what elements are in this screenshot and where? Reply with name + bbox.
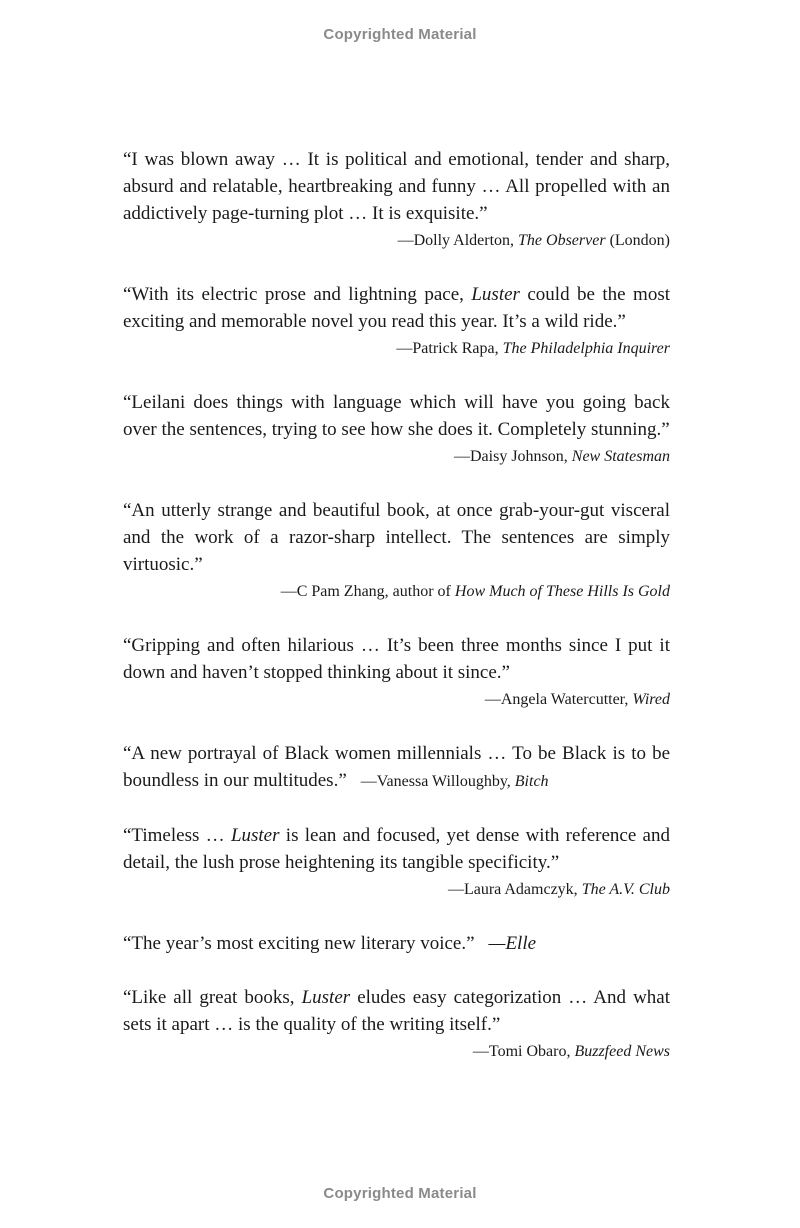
blurb-attribution: [123, 335, 670, 362]
attribution-name: —Dolly Alderton,: [397, 232, 519, 249]
blurb-attribution: [123, 578, 670, 605]
blurb-willoughby: [123, 740, 670, 795]
blurb-quote: “Gripping and often hilarious … It’s been three months since I put it down and haven’t stopped thinking about it since.”: [123, 635, 670, 683]
copyright-watermark-top: Copyrighted Material: [323, 26, 477, 43]
blurb-zhang: [123, 497, 670, 605]
blurb-quote: “Leilani does things with language which will have you going back over the sentences, trying to see how she does it. Completely stunning.”: [123, 392, 670, 440]
attribution-location: (London): [605, 232, 670, 249]
blurb-quote: “With its electric prose and lightning pace, Luster could be the most exciting and memorable novel you read this year. It’s a wild ride.”: [123, 284, 671, 332]
attribution-name: —Daisy Johnson,: [454, 448, 572, 465]
attribution-publication: The Observer: [518, 232, 606, 249]
attribution-publication: How Much of These Hills Is Gold: [454, 583, 670, 600]
attribution-name: —Angela Watercutter,: [484, 691, 633, 708]
book-title: Luster: [471, 284, 520, 305]
book-title: Luster: [301, 987, 351, 1008]
blurb-elle: [123, 930, 670, 957]
blurb-alderton: [123, 146, 670, 254]
blurb-adamczyk: [123, 822, 670, 903]
attribution-name: —C Pam Zhang, author of: [280, 583, 455, 600]
blurb-attribution: [123, 876, 670, 903]
blurb-obaro: [123, 984, 670, 1065]
blurb-watercutter: [123, 632, 670, 713]
blurb-attribution: [123, 1038, 670, 1065]
praise-blurbs: [123, 146, 670, 1092]
blurb-rapa: [123, 281, 670, 362]
copyright-watermark-bottom: Copyrighted Material: [323, 1185, 477, 1202]
attribution-publication: Bitch: [514, 773, 549, 790]
book-title: Luster: [230, 825, 280, 846]
attribution-name: —Tomi Obaro,: [472, 1043, 575, 1060]
attribution-publication: The Philadelphia Inquirer: [502, 340, 670, 357]
blurb-johnson: [123, 389, 670, 470]
blurb-quote: “Timeless … Luster is lean and focused, yet dense with reference and detail, the lush prose heightening its tangible specificity.”: [123, 825, 670, 873]
blurb-quote: “An utterly strange and beautiful book, at once grab-your-gut visceral and the work of a razor-sharp intellect. The sentences are simply virtuosic.”: [123, 500, 670, 575]
blurb-quote: “The year’s most exciting new literary voice.” —Elle: [123, 933, 537, 954]
attribution-name: —Laura Adamczyk,: [447, 881, 582, 898]
attribution-publication: New Statesman: [571, 448, 670, 465]
blurb-attribution: [361, 773, 549, 790]
attribution-name: —Vanessa Willoughby,: [360, 773, 515, 790]
attribution-publication: The A.V. Club: [581, 881, 670, 898]
blurb-quote: “I was blown away … It is political and emotional, tender and sharp, absurd and relatable, heartbreaking and funny … All propelled with an addictively page-turning plot … It is exquisite.”: [123, 149, 670, 224]
blurb-attribution: [123, 443, 670, 470]
attribution-name: —Patrick Rapa,: [396, 340, 503, 357]
blurb-attribution: [123, 686, 670, 713]
blurb-quote: “A new portrayal of Black women millennials … To be Black is to be boundless in our multitudes.” —Vanessa Willoughby, Bitch: [123, 743, 670, 791]
attribution-publication: Wired: [632, 691, 670, 708]
blurb-attribution: [123, 227, 670, 254]
attribution-publication: —Elle: [488, 933, 537, 954]
attribution-publication: Buzzfeed News: [574, 1043, 670, 1060]
blurb-quote: “Like all great books, Luster eludes easy categorization … And what sets it apart … is the quality of the writing itself.”: [123, 987, 670, 1035]
